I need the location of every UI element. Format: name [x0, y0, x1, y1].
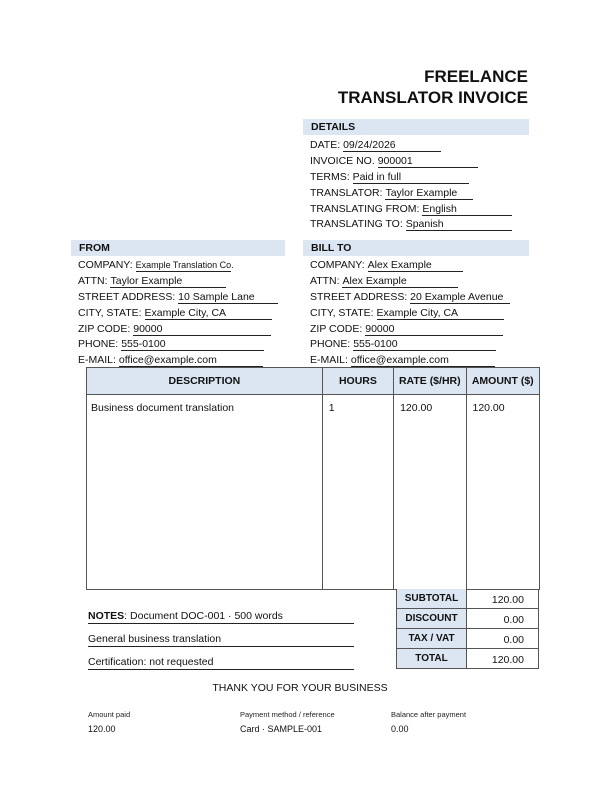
title-line-2: TRANSLATOR INVOICE [337, 88, 528, 107]
from-value: 90000 [133, 324, 271, 336]
detail-invoice-no [310, 154, 512, 168]
from-label: CITY, STATE: [78, 306, 142, 319]
notes-block [88, 610, 354, 670]
detail-label: INVOICE NO. [310, 154, 375, 167]
col-amount: AMOUNT ($) [466, 368, 540, 395]
bill-value: 555-0100 [353, 339, 496, 351]
bill-phone [310, 337, 510, 351]
bill-street [310, 290, 510, 304]
bill-value: 90000 [365, 324, 503, 336]
footer-amount-paid [88, 710, 130, 734]
tax-label: TAX / VAT [396, 629, 467, 649]
bill-to-heading: BILL TO [303, 240, 529, 256]
footer-payment-method [240, 710, 335, 734]
from-label: PHONE: [78, 338, 119, 351]
col-description: DESCRIPTION [87, 368, 323, 395]
detail-label: TRANSLATING FROM: [310, 202, 420, 215]
table-row [87, 395, 540, 590]
bill-value: office@example.com [351, 355, 495, 367]
bill-attn [310, 274, 510, 288]
from-label: STREET ADDRESS: [78, 290, 176, 303]
discount-value: 0.00 [467, 609, 539, 629]
detail-value: English [422, 204, 512, 216]
subtotal-row [396, 589, 539, 609]
from-value: Example Translation Co. [135, 260, 234, 270]
bill-company [310, 258, 510, 272]
detail-value: Taylor Example [385, 188, 473, 200]
from-street [78, 290, 278, 304]
bill-label: PHONE: [310, 338, 351, 351]
bill-label: STREET ADDRESS: [310, 290, 408, 303]
from-attn [78, 274, 278, 288]
payment-method-label: Payment method / reference [240, 710, 335, 719]
notes-text-1: Document DOC-001 · 500 words [130, 610, 283, 622]
footer-balance [391, 710, 466, 734]
bill-label: CITY, STATE: [310, 306, 374, 319]
detail-label: TRANSLATING TO: [310, 218, 403, 231]
detail-value: Spanish [406, 219, 512, 231]
invoice-title [338, 66, 528, 108]
tax-value: 0.00 [467, 629, 539, 649]
from-value: Example City, CA [145, 308, 272, 320]
title-line-1: FREELANCE [424, 67, 528, 86]
discount-label: DISCOUNT [396, 609, 467, 629]
detail-date [310, 138, 512, 152]
total-label: TOTAL [396, 649, 467, 669]
row-rate: 120.00 [394, 395, 466, 590]
detail-label: TRANSLATOR: [310, 186, 383, 199]
detail-value: 09/24/2026 [343, 140, 441, 152]
details-block [310, 138, 512, 231]
bill-email [310, 353, 510, 367]
bill-value: Alex Example [342, 276, 458, 288]
notes-line-1: NOTES: Document DOC-001 · 500 words [88, 610, 354, 624]
col-rate: RATE ($/HR) [394, 368, 466, 395]
detail-translating-from [310, 202, 512, 216]
bill-value: Alex Example [368, 260, 463, 272]
bill-label: ATTN: [310, 274, 340, 287]
row-description: Business document translation [87, 395, 323, 590]
col-hours: HOURS [322, 368, 393, 395]
from-email [78, 353, 278, 367]
balance-value: 0.00 [391, 724, 409, 734]
from-value: office@example.com [119, 355, 263, 367]
tax-row [396, 629, 539, 649]
bill-value: Example City, CA [377, 308, 504, 320]
from-block [78, 258, 278, 367]
bill-value: 20 Example Avenue [410, 292, 510, 304]
total-row [396, 649, 539, 669]
balance-label: Balance after payment [391, 710, 467, 719]
notes-line-3: Certification: not requested [88, 656, 354, 670]
amount-paid-label: Amount paid [88, 710, 131, 719]
table-header-row [87, 368, 540, 395]
from-label: ATTN: [78, 274, 108, 287]
bill-zip [310, 322, 510, 336]
detail-label: TERMS: [310, 170, 350, 183]
details-heading: DETAILS [303, 119, 529, 135]
notes-line-2: General business translation [88, 633, 354, 647]
detail-terms [310, 170, 512, 184]
thank-you-text: THANK YOU FOR YOUR BUSINESS [212, 682, 388, 694]
detail-label: DATE: [310, 139, 341, 151]
from-company [78, 258, 278, 272]
row-amount: 120.00 [466, 395, 540, 590]
bill-label: COMPANY: [310, 259, 365, 271]
detail-translator [310, 186, 512, 200]
subtotal-value: 120.00 [467, 589, 539, 609]
from-value: Taylor Example [110, 276, 226, 288]
totals-block [396, 589, 539, 669]
bill-label: ZIP CODE: [310, 322, 363, 335]
from-heading: FROM [71, 240, 285, 256]
row-hours: 1 [322, 395, 393, 590]
from-zip [78, 322, 278, 336]
from-phone [78, 337, 278, 351]
detail-translating-to [310, 217, 512, 231]
detail-value: Paid in full [353, 172, 469, 184]
bill-to-block [310, 258, 510, 367]
payment-method-value: Card · SAMPLE-001 [240, 724, 323, 734]
from-value: 555-0100 [121, 339, 264, 351]
subtotal-label: SUBTOTAL [396, 589, 467, 609]
from-value: 10 Sample Lane [178, 292, 278, 304]
bill-city-state [310, 306, 510, 320]
from-city-state [78, 306, 278, 320]
from-label: ZIP CODE: [78, 322, 131, 335]
discount-row [396, 609, 539, 629]
from-label: E-MAIL: [78, 354, 116, 367]
amount-paid-value: 120.00 [88, 724, 116, 734]
notes-label: NOTES [88, 610, 125, 622]
total-value: 120.00 [467, 649, 539, 669]
bill-label: E-MAIL: [310, 354, 348, 367]
detail-value: 900001 [378, 156, 478, 168]
from-label: COMPANY: [78, 259, 133, 271]
items-table [86, 367, 540, 590]
